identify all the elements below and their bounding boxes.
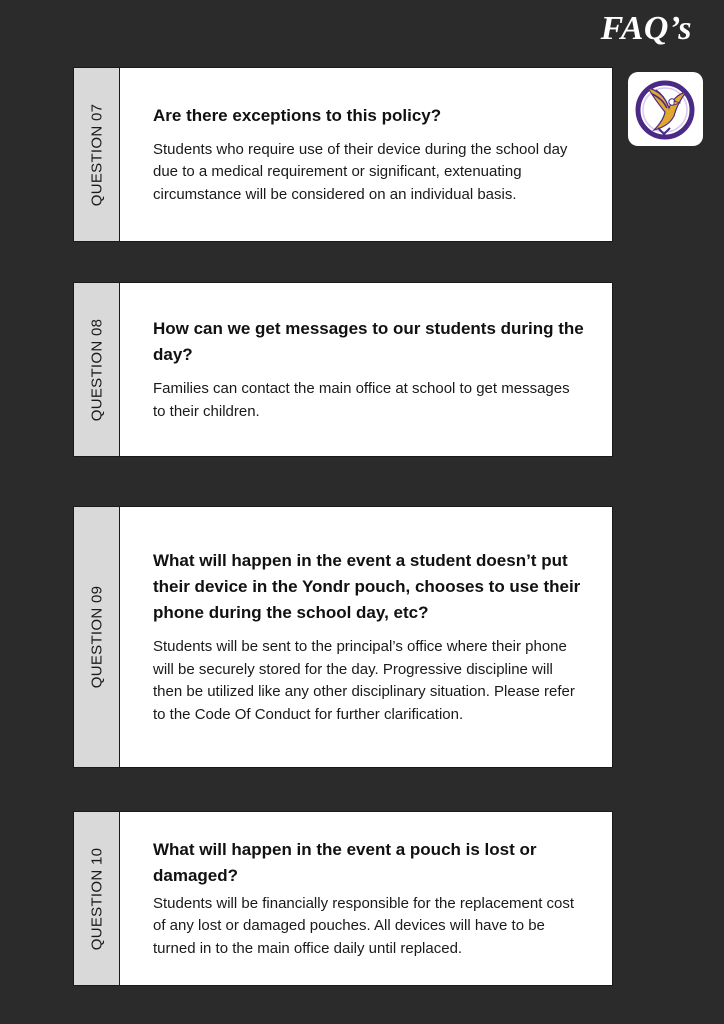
faq-card-question-10 bbox=[73, 811, 613, 986]
faq-content bbox=[120, 283, 612, 456]
faq-answer: Students who require use of their device during the school day due to a medical requirement or significant, extenuating circumstance will be considered on an individual basis. bbox=[153, 140, 568, 203]
faq-card-question-07 bbox=[73, 67, 613, 242]
faq-answer: Students will be financially responsible for the replacement cost of any lost or damaged pouches. All devices will have to be turned in to the main office daily until replaced. bbox=[153, 894, 575, 957]
question-number-label: QUESTION 09 bbox=[88, 585, 105, 689]
faq-question: How can we get messages to our students during the day? bbox=[153, 319, 584, 364]
faq-question: Are there exceptions to this policy? bbox=[153, 105, 442, 125]
faq-question: What will happen in the event a pouch is lost or damaged? bbox=[153, 839, 537, 885]
question-tab bbox=[74, 68, 120, 241]
faq-content bbox=[120, 812, 612, 985]
question-tab bbox=[74, 283, 120, 456]
question-tab bbox=[74, 812, 120, 985]
faq-content bbox=[120, 507, 612, 767]
faq-question: What will happen in the event a student doesn’t put their device in the Yondr pouch, chooses to use their phone during the school day, etc? bbox=[153, 551, 581, 622]
eagle-icon bbox=[628, 72, 703, 146]
question-number-label: QUESTION 08 bbox=[88, 318, 105, 421]
page-title: FAQ’s bbox=[600, 10, 692, 47]
faq-content bbox=[120, 68, 612, 241]
faq-answer: Students will be sent to the principal’s office where their phone will be securely stored for the day. Progressive discipline will then be utilized like any other disciplinary situation. Please refer to the Code Of Conduct for further clarification. bbox=[153, 638, 575, 723]
question-number-label: QUESTION 07 bbox=[88, 103, 105, 206]
question-number-label: QUESTION 10 bbox=[88, 847, 105, 950]
faq-card-question-09 bbox=[73, 506, 613, 768]
question-tab bbox=[74, 507, 120, 767]
faq-card-question-08 bbox=[73, 282, 613, 457]
school-logo bbox=[628, 72, 703, 146]
faq-answer: Families can contact the main office at school to get messages to their children. bbox=[153, 380, 570, 420]
